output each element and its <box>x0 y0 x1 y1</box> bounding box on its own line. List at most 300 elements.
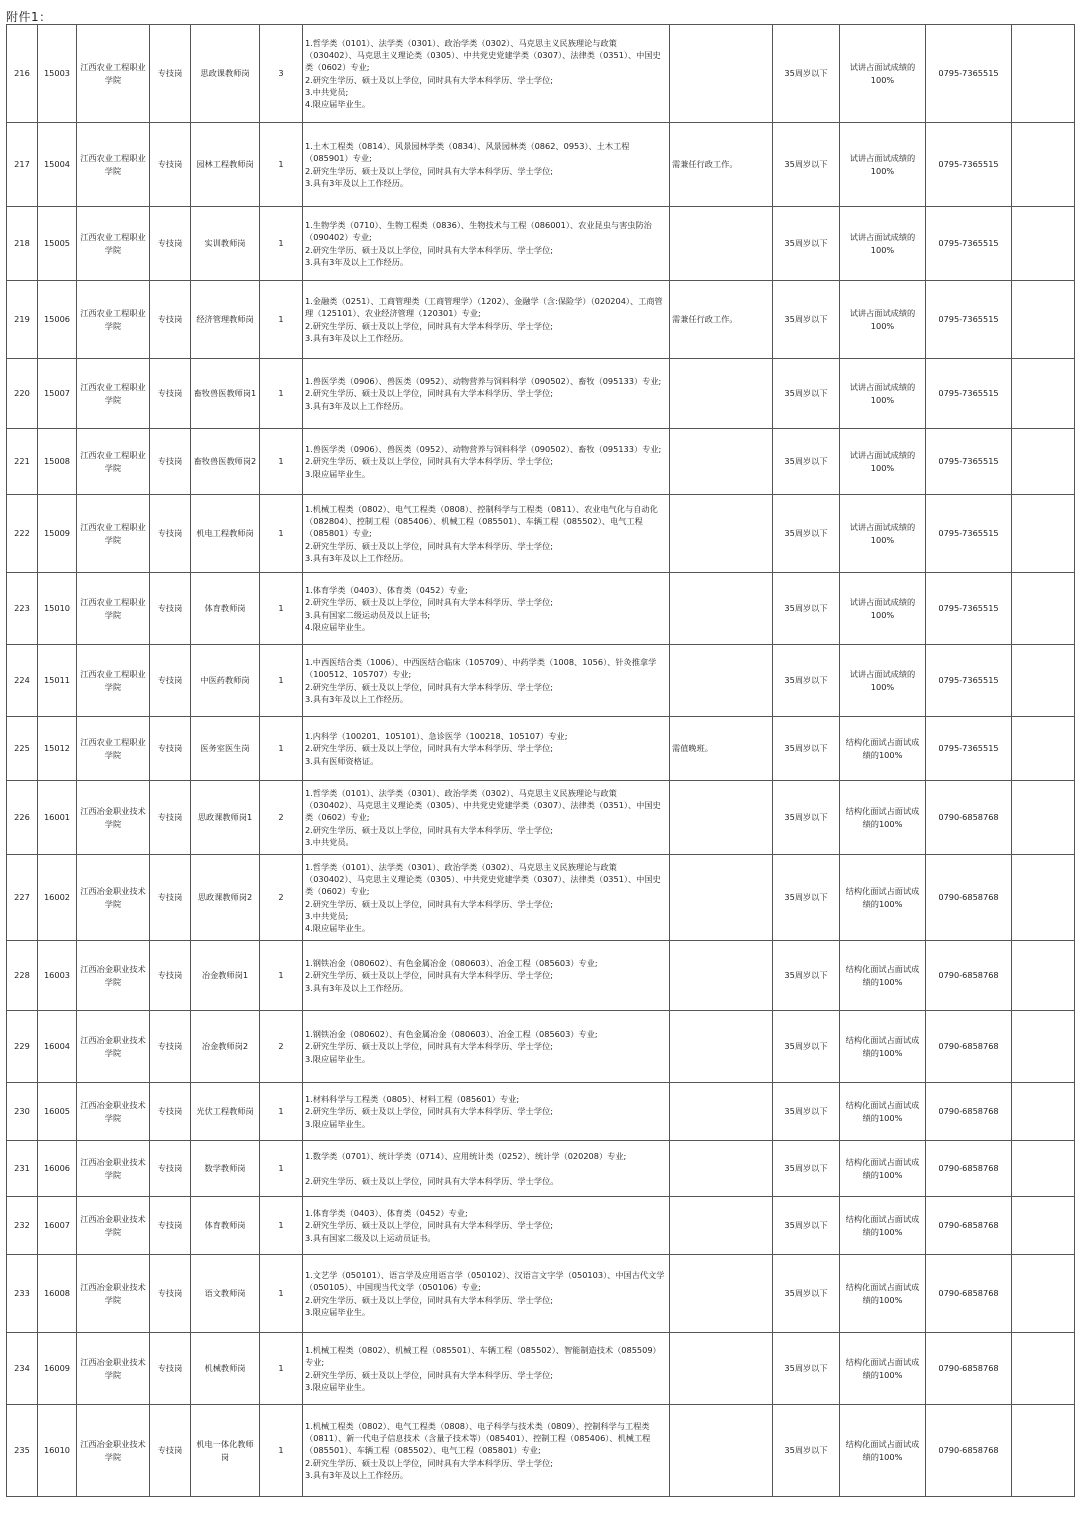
hire-count: 1 <box>260 573 303 645</box>
requirement-line: 2.研究生学历、硕士及以上学位，同时具有大学本科学历、学士学位; <box>305 898 554 909</box>
attachment-label: 附件1： <box>6 10 52 24</box>
interview-method: 试讲占面试成绩的100% <box>840 645 926 717</box>
blank-cell <box>1012 281 1075 359</box>
requirement-line: 2.研究生学历、硕士及以上学位，同时具有大学本科学历、学士学位; <box>305 165 554 176</box>
post-type: 专技岗 <box>150 1405 191 1497</box>
unit-name: 江西农业工程职业学院 <box>77 573 150 645</box>
contact-phone: 0790-6858768 <box>926 1011 1012 1083</box>
interview-method: 试讲占面试成绩的100% <box>840 25 926 123</box>
age-limit: 35周岁以下 <box>773 281 840 359</box>
blank-cell <box>1012 1255 1075 1333</box>
position-name: 实训教师岗 <box>191 207 260 281</box>
post-code: 16006 <box>38 1141 77 1197</box>
requirement-line: 2.研究生学历、硕士及以上学位，同时具有大学本科学历、学士学位; <box>305 456 554 467</box>
requirement-line: 2.研究生学历、硕士及以上学位，同时具有大学本科学历、学士学位; <box>305 681 554 692</box>
requirement-line: 1.钢铁冶金（080602）、有色金属冶金（080603）、冶金工程（085603）专业; <box>305 958 598 969</box>
age-limit: 35周岁以下 <box>773 717 840 781</box>
unit-name: 江西冶金职业技术学院 <box>77 1197 150 1255</box>
blank-cell <box>1012 1141 1075 1197</box>
contact-phone: 0795-7365515 <box>926 645 1012 717</box>
requirements <box>303 207 670 281</box>
table-row <box>7 1011 1075 1083</box>
requirement-line: 1.兽医学类（0906）、兽医类（0952）、动物营养与饲料科学（090502）、畜牧（095133）专业; <box>305 444 662 455</box>
requirement-line: 2.研究生学历、硕士及以上学位，同时具有大学本科学历、学士学位; <box>305 74 554 85</box>
blank-cell <box>1012 573 1075 645</box>
position-name: 畜牧兽医教师岗2 <box>191 429 260 495</box>
unit-name: 江西冶金职业技术学院 <box>77 781 150 855</box>
post-type: 专技岗 <box>150 207 191 281</box>
table-row <box>7 645 1075 717</box>
row-seq: 230 <box>7 1083 38 1141</box>
requirement-line: 2.研究生学历、硕士及以上学位，同时具有大学本科学历、学士学位; <box>305 1457 554 1468</box>
requirements <box>303 1255 670 1333</box>
unit-name: 江西农业工程职业学院 <box>77 495 150 573</box>
post-type: 专技岗 <box>150 781 191 855</box>
unit-name: 江西冶金职业技术学院 <box>77 855 150 941</box>
requirement-line: 2.研究生学历、硕士及以上学位，同时具有大学本科学历、学士学位; <box>305 824 554 835</box>
requirement-line: 2.研究生学历、硕士及以上学位，同时具有大学本科学历、学士学位; <box>305 597 554 608</box>
remarks <box>670 645 773 717</box>
requirements <box>303 429 670 495</box>
interview-method: 结构化面试占面试成绩的100% <box>840 1083 926 1141</box>
requirement-line: 3.限应届毕业生。 <box>305 1118 371 1129</box>
table-row <box>7 25 1075 123</box>
requirement-line: 3.具有3年及以上工作经历。 <box>305 552 409 563</box>
unit-name: 江西冶金职业技术学院 <box>77 1333 150 1405</box>
remarks <box>670 25 773 123</box>
interview-method: 试讲占面试成绩的100% <box>840 281 926 359</box>
hire-count: 2 <box>260 781 303 855</box>
recruitment-table <box>6 24 1075 1497</box>
age-limit: 35周岁以下 <box>773 429 840 495</box>
position-name: 机电工程教师岗 <box>191 495 260 573</box>
blank-cell <box>1012 855 1075 941</box>
requirement-line: 1.生物学类（0710）、生物工程类（0836）、生物技术与工程（086001）、农业昆虫与害虫防治（090402）专业; <box>305 220 652 243</box>
age-limit: 35周岁以下 <box>773 855 840 941</box>
position-name: 机电一体化教师岗 <box>191 1405 260 1497</box>
requirements <box>303 1197 670 1255</box>
table-row <box>7 1255 1075 1333</box>
contact-phone: 0795-7365515 <box>926 25 1012 123</box>
position-name: 冶金教师岗1 <box>191 941 260 1011</box>
post-type: 专技岗 <box>150 429 191 495</box>
requirements <box>303 1141 670 1197</box>
row-seq: 222 <box>7 495 38 573</box>
requirement-line: 1.哲学类（0101）、法学类（0301）、政治学类（0302）、马克思主义民族理论与政策（030402）、马克思主义理论类（0305）、中共党史党建学类（0307）、法律类（0351）、中国史类（0602）专业; <box>305 787 661 823</box>
post-code: 16009 <box>38 1333 77 1405</box>
interview-method: 试讲占面试成绩的100% <box>840 123 926 207</box>
position-name: 思政课教师岗2 <box>191 855 260 941</box>
table-row <box>7 1405 1075 1497</box>
interview-method: 结构化面试占面试成绩的100% <box>840 855 926 941</box>
hire-count: 1 <box>260 1255 303 1333</box>
requirement-line: 3.具有医师资格证。 <box>305 755 379 766</box>
table-row <box>7 781 1075 855</box>
post-code: 16003 <box>38 941 77 1011</box>
requirement-line: 1.金融类（0251）、工商管理类（工商管理学）（1202）、金融学（含:保险学）（020204）、工商管理（125101）、农业经济管理（120301）专业; <box>305 296 663 319</box>
hire-count: 1 <box>260 941 303 1011</box>
blank-cell <box>1012 1405 1075 1497</box>
blank-cell <box>1012 781 1075 855</box>
requirement-line: 3.限应届毕业生。 <box>305 1053 371 1064</box>
requirement-line: 3.具有国家二级及以上运动员证书。 <box>305 1232 436 1243</box>
post-type: 专技岗 <box>150 717 191 781</box>
remarks <box>670 359 773 429</box>
age-limit: 35周岁以下 <box>773 1011 840 1083</box>
position-name: 中医药教师岗 <box>191 645 260 717</box>
table-row <box>7 207 1075 281</box>
hire-count: 2 <box>260 855 303 941</box>
requirement-line: 3.中共党员。 <box>305 836 354 847</box>
table-row <box>7 495 1075 573</box>
unit-name: 江西农业工程职业学院 <box>77 207 150 281</box>
requirement-line: 1.内科学（100201、105101）、急诊医学（100218、105107）专业; <box>305 731 568 742</box>
age-limit: 35周岁以下 <box>773 1141 840 1197</box>
table-row <box>7 1141 1075 1197</box>
remarks <box>670 1255 773 1333</box>
hire-count: 1 <box>260 1405 303 1497</box>
position-name: 思政课教师岗1 <box>191 781 260 855</box>
post-code: 15004 <box>38 123 77 207</box>
remarks <box>670 1405 773 1497</box>
contact-phone: 0795-7365515 <box>926 359 1012 429</box>
remarks: 需值晚班。 <box>670 717 773 781</box>
post-type: 专技岗 <box>150 123 191 207</box>
post-type: 专技岗 <box>150 1255 191 1333</box>
requirement-line: 3.具有3年及以上工作经历。 <box>305 400 409 411</box>
requirement-line: 1.中西医结合类（1006）、中西医结合临床（105709）、中药学类（1008、1056）、针灸推拿学（100512、105707）专业; <box>305 657 657 680</box>
requirement-line: 2.研究生学历、硕士及以上学位，同时具有大学本科学历、学士学位; <box>305 388 554 399</box>
requirement-line: 3.具有3年及以上工作经历。 <box>305 256 409 267</box>
post-type: 专技岗 <box>150 495 191 573</box>
requirements <box>303 717 670 781</box>
post-type: 专技岗 <box>150 941 191 1011</box>
table-row <box>7 429 1075 495</box>
requirements <box>303 941 670 1011</box>
row-seq: 229 <box>7 1011 38 1083</box>
hire-count: 1 <box>260 1083 303 1141</box>
post-code: 16004 <box>38 1011 77 1083</box>
table-row <box>7 941 1075 1011</box>
table-row <box>7 359 1075 429</box>
post-code: 15008 <box>38 429 77 495</box>
requirement-line: 2.研究生学历、硕士及以上学位，同时具有大学本科学历、学士学位; <box>305 1294 554 1305</box>
contact-phone: 0790-6858768 <box>926 855 1012 941</box>
age-limit: 35周岁以下 <box>773 123 840 207</box>
table-row <box>7 123 1075 207</box>
table-row <box>7 573 1075 645</box>
interview-method: 结构化面试占面试成绩的100% <box>840 717 926 781</box>
contact-phone: 0795-7365515 <box>926 495 1012 573</box>
unit-name: 江西农业工程职业学院 <box>77 281 150 359</box>
post-type: 专技岗 <box>150 1197 191 1255</box>
blank-cell <box>1012 359 1075 429</box>
age-limit: 35周岁以下 <box>773 359 840 429</box>
row-seq: 226 <box>7 781 38 855</box>
requirement-line: 2.研究生学历、硕士及以上学位，同时具有大学本科学历、学士学位; <box>305 1041 554 1052</box>
requirement-line: 1.土木工程类（0814）、风景园林学类（0834）、风景园林类（0862、0953）、土木工程（085901）专业; <box>305 141 630 164</box>
age-limit: 35周岁以下 <box>773 495 840 573</box>
requirement-line: 3.限应届毕业生。 <box>305 468 371 479</box>
remarks <box>670 781 773 855</box>
row-seq: 224 <box>7 645 38 717</box>
blank-cell <box>1012 1011 1075 1083</box>
contact-phone: 0790-6858768 <box>926 1333 1012 1405</box>
interview-method: 试讲占面试成绩的100% <box>840 429 926 495</box>
age-limit: 35周岁以下 <box>773 781 840 855</box>
requirement-line: 2.研究生学历、硕士及以上学位，同时具有大学本科学历、学士学位; <box>305 244 554 255</box>
row-seq: 228 <box>7 941 38 1011</box>
age-limit: 35周岁以下 <box>773 645 840 717</box>
post-type: 专技岗 <box>150 25 191 123</box>
requirements <box>303 1083 670 1141</box>
requirements <box>303 781 670 855</box>
remarks <box>670 573 773 645</box>
blank-cell <box>1012 717 1075 781</box>
requirements <box>303 1333 670 1405</box>
blank-cell <box>1012 1333 1075 1405</box>
age-limit: 35周岁以下 <box>773 207 840 281</box>
blank-cell <box>1012 207 1075 281</box>
requirement-line: 3.中共党员; <box>305 86 349 97</box>
row-seq: 223 <box>7 573 38 645</box>
row-seq: 216 <box>7 25 38 123</box>
age-limit: 35周岁以下 <box>773 1255 840 1333</box>
interview-method: 结构化面试占面试成绩的100% <box>840 1405 926 1497</box>
interview-method: 结构化面试占面试成绩的100% <box>840 941 926 1011</box>
table-row <box>7 1197 1075 1255</box>
interview-method: 试讲占面试成绩的100% <box>840 495 926 573</box>
requirement-line: 2.研究生学历、硕士及以上学位，同时具有大学本科学历、学士学位。 <box>305 1175 559 1186</box>
post-code: 15007 <box>38 359 77 429</box>
requirement-line: 1.哲学类（0101）、法学类（0301）、政治学类（0302）、马克思主义民族理论与政策（030402）、马克思主义理论类（0305）、中共党史党建学类（0307）、法律类（0351）、中国史类（0602）专业; <box>305 37 661 73</box>
position-name: 畜牧兽医教师岗1 <box>191 359 260 429</box>
position-name: 园林工程教师岗 <box>191 123 260 207</box>
blank-cell <box>1012 941 1075 1011</box>
remarks: 需兼任行政工作。 <box>670 281 773 359</box>
post-type: 专技岗 <box>150 1333 191 1405</box>
contact-phone: 0790-6858768 <box>926 1197 1012 1255</box>
table-row <box>7 1083 1075 1141</box>
interview-method: 结构化面试占面试成绩的100% <box>840 1333 926 1405</box>
remarks: 需兼任行政工作。 <box>670 123 773 207</box>
requirement-line: 1.钢铁冶金（080602）、有色金属冶金（080603）、冶金工程（085603）专业; <box>305 1029 598 1040</box>
remarks <box>670 855 773 941</box>
position-name: 数学教师岗 <box>191 1141 260 1197</box>
contact-phone: 0795-7365515 <box>926 717 1012 781</box>
contact-phone: 0790-6858768 <box>926 1083 1012 1141</box>
post-type: 专技岗 <box>150 855 191 941</box>
hire-count: 1 <box>260 123 303 207</box>
contact-phone: 0790-6858768 <box>926 1405 1012 1497</box>
position-name: 语文教师岗 <box>191 1255 260 1333</box>
interview-method: 结构化面试占面试成绩的100% <box>840 1197 926 1255</box>
position-name: 光伏工程教师岗 <box>191 1083 260 1141</box>
row-seq: 235 <box>7 1405 38 1497</box>
interview-method: 结构化面试占面试成绩的100% <box>840 1255 926 1333</box>
hire-count: 1 <box>260 1197 303 1255</box>
requirements <box>303 25 670 123</box>
requirement-line: 1.体育学类（0403）、体育类（0452）专业; <box>305 585 468 596</box>
table-row <box>7 281 1075 359</box>
post-type: 专技岗 <box>150 281 191 359</box>
row-seq: 232 <box>7 1197 38 1255</box>
contact-phone: 0790-6858768 <box>926 941 1012 1011</box>
hire-count: 1 <box>260 281 303 359</box>
age-limit: 35周岁以下 <box>773 1197 840 1255</box>
hire-count: 1 <box>260 207 303 281</box>
post-code: 16008 <box>38 1255 77 1333</box>
post-code: 16002 <box>38 855 77 941</box>
position-name: 机械教师岗 <box>191 1333 260 1405</box>
unit-name: 江西冶金职业技术学院 <box>77 1141 150 1197</box>
requirement-line: 3.具有3年及以上工作经历。 <box>305 982 409 993</box>
row-seq: 227 <box>7 855 38 941</box>
unit-name: 江西农业工程职业学院 <box>77 717 150 781</box>
post-code: 15003 <box>38 25 77 123</box>
row-seq: 218 <box>7 207 38 281</box>
unit-name: 江西冶金职业技术学院 <box>77 941 150 1011</box>
row-seq: 225 <box>7 717 38 781</box>
age-limit: 35周岁以下 <box>773 941 840 1011</box>
row-seq: 220 <box>7 359 38 429</box>
requirement-line: 1.兽医学类（0906）、兽医类（0952）、动物营养与饲料科学（090502）、畜牧（095133）专业; <box>305 376 662 387</box>
remarks <box>670 941 773 1011</box>
requirements <box>303 495 670 573</box>
requirement-line: 2.研究生学历、硕士及以上学位，同时具有大学本科学历、学士学位; <box>305 1220 554 1231</box>
requirement-line: 2.研究生学历、硕士及以上学位，同时具有大学本科学历、学士学位; <box>305 1369 554 1380</box>
unit-name: 江西冶金职业技术学院 <box>77 1255 150 1333</box>
unit-name: 江西农业工程职业学院 <box>77 359 150 429</box>
requirement-line: 3.具有国家二级运动员及以上证书; <box>305 609 431 620</box>
requirement-line: 1.机械工程类（0802）、电气工程类（0808）、电子科学与技术类（0809）、控制科学与工程类（0811）、新一代电子信息技术（含量子技术等）（085401）、控制工程（085406）、机械工程（085501）、车辆工程（085502）、电气工程（085801）专业; <box>305 1420 651 1456</box>
remarks <box>670 207 773 281</box>
interview-method: 试讲占面试成绩的100% <box>840 359 926 429</box>
requirement-line: 1.机械工程类（0802）、电气工程类（0808）、控制科学与工程类（0811）、农业电气化与自动化（082804）、控制工程（085406）、机械工程（085501）、车辆工程（085502）、电气工程（085801）专业; <box>305 503 658 539</box>
post-code: 15005 <box>38 207 77 281</box>
interview-method: 试讲占面试成绩的100% <box>840 573 926 645</box>
requirements <box>303 123 670 207</box>
unit-name: 江西冶金职业技术学院 <box>77 1011 150 1083</box>
requirements <box>303 855 670 941</box>
unit-name: 江西农业工程职业学院 <box>77 645 150 717</box>
post-code: 15012 <box>38 717 77 781</box>
post-code: 16010 <box>38 1405 77 1497</box>
requirement-line: 3.限应届毕业生。 <box>305 1306 371 1317</box>
requirements <box>303 359 670 429</box>
requirement-line: 2.研究生学历、硕士及以上学位，同时具有大学本科学历、学士学位; <box>305 540 554 551</box>
unit-name: 江西农业工程职业学院 <box>77 123 150 207</box>
remarks <box>670 1083 773 1141</box>
row-seq: 219 <box>7 281 38 359</box>
post-code: 16001 <box>38 781 77 855</box>
requirements <box>303 573 670 645</box>
post-type: 专技岗 <box>150 1083 191 1141</box>
hire-count: 1 <box>260 717 303 781</box>
requirement-line: 3.中共党员; <box>305 910 349 921</box>
requirement-line: 2.研究生学历、硕士及以上学位，同时具有大学本科学历、学士学位; <box>305 1106 554 1117</box>
row-seq: 233 <box>7 1255 38 1333</box>
requirements <box>303 1405 670 1497</box>
remarks <box>670 495 773 573</box>
requirement-line: 2.研究生学历、硕士及以上学位，同时具有大学本科学历、学士学位; <box>305 320 554 331</box>
hire-count: 1 <box>260 645 303 717</box>
blank-cell <box>1012 645 1075 717</box>
table-body <box>7 25 1075 1497</box>
post-type: 专技岗 <box>150 645 191 717</box>
contact-phone: 0795-7365515 <box>926 207 1012 281</box>
requirement-line <box>305 1162 667 1174</box>
blank-cell <box>1012 25 1075 123</box>
blank-cell <box>1012 1083 1075 1141</box>
age-limit: 35周岁以下 <box>773 1083 840 1141</box>
remarks <box>670 1011 773 1083</box>
requirement-line: 1.机械工程类（0802）、机械工程（085501）、车辆工程（085502）、智能制造技术（085509）专业; <box>305 1345 661 1368</box>
position-name: 体育教师岗 <box>191 573 260 645</box>
age-limit: 35周岁以下 <box>773 1333 840 1405</box>
requirement-line: 1.材料科学与工程类（0805）、材料工程（085601）专业; <box>305 1094 520 1105</box>
requirement-line: 2.研究生学历、硕士及以上学位，同时具有大学本科学历、学士学位; <box>305 970 554 981</box>
hire-count: 3 <box>260 25 303 123</box>
post-type: 专技岗 <box>150 573 191 645</box>
contact-phone: 0790-6858768 <box>926 1141 1012 1197</box>
requirements <box>303 281 670 359</box>
post-code: 15006 <box>38 281 77 359</box>
requirement-line: 2.研究生学历、硕士及以上学位，同时具有大学本科学历、学士学位; <box>305 743 554 754</box>
remarks <box>670 1333 773 1405</box>
requirement-line: 4.限应届毕业生。 <box>305 621 371 632</box>
blank-cell <box>1012 429 1075 495</box>
interview-method: 结构化面试占面试成绩的100% <box>840 781 926 855</box>
position-name: 体育教师岗 <box>191 1197 260 1255</box>
remarks <box>670 1197 773 1255</box>
requirement-line: 4.限应届毕业生。 <box>305 98 371 109</box>
position-name: 冶金教师岗2 <box>191 1011 260 1083</box>
age-limit: 35周岁以下 <box>773 573 840 645</box>
requirement-line: 3.具有3年及以上工作经历。 <box>305 693 409 704</box>
row-seq: 217 <box>7 123 38 207</box>
table-row <box>7 855 1075 941</box>
blank-cell <box>1012 1197 1075 1255</box>
requirement-line: 3.具有3年及以上工作经历。 <box>305 1469 409 1480</box>
hire-count: 1 <box>260 429 303 495</box>
unit-name: 江西农业工程职业学院 <box>77 429 150 495</box>
hire-count: 1 <box>260 1333 303 1405</box>
requirements <box>303 1011 670 1083</box>
requirement-line: 3.具有3年及以上工作经历。 <box>305 177 409 188</box>
post-code: 15009 <box>38 495 77 573</box>
contact-phone: 0795-7365515 <box>926 573 1012 645</box>
table-row <box>7 1333 1075 1405</box>
contact-phone: 0795-7365515 <box>926 123 1012 207</box>
position-name: 思政课教师岗 <box>191 25 260 123</box>
requirements <box>303 645 670 717</box>
position-name: 经济管理教师岗 <box>191 281 260 359</box>
post-code: 15011 <box>38 645 77 717</box>
interview-method: 试讲占面试成绩的100% <box>840 207 926 281</box>
post-type: 专技岗 <box>150 1141 191 1197</box>
table-row <box>7 717 1075 781</box>
contact-phone: 0790-6858768 <box>926 781 1012 855</box>
hire-count: 1 <box>260 1141 303 1197</box>
remarks <box>670 1141 773 1197</box>
post-type: 专技岗 <box>150 359 191 429</box>
hire-count: 2 <box>260 1011 303 1083</box>
requirement-line: 1.体育学类（0403）、体育类（0452）专业; <box>305 1208 468 1219</box>
requirement-line: 1.哲学类（0101）、法学类（0301）、政治学类（0302）、马克思主义民族理论与政策（030402）、马克思主义理论类（0305）、中共党史党建学类（0307）、法律类（0351）、中国史类（0602）专业; <box>305 861 661 897</box>
post-code: 16005 <box>38 1083 77 1141</box>
post-code: 16007 <box>38 1197 77 1255</box>
